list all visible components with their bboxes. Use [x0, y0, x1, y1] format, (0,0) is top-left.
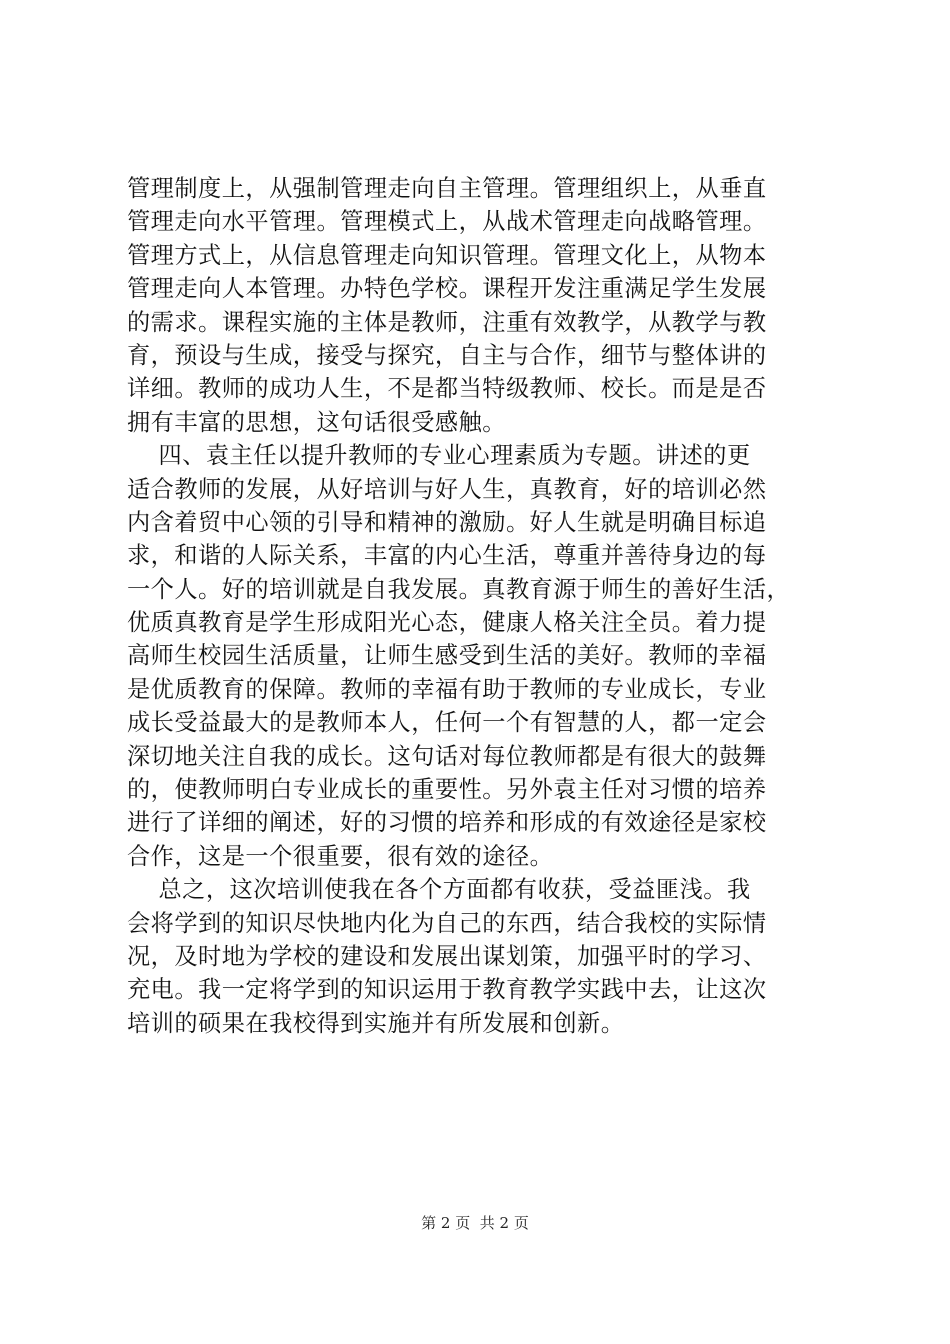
text-line: 培训的硕果在我校得到实施并有所发展和创新。: [127, 1009, 625, 1037]
text-line: 的，使教师明白专业成长的重要性。另外袁主任对习惯的培养: [127, 776, 767, 804]
text-line: 会将学到的知识尽快地内化为自己的东西，结合我校的实际情: [127, 909, 767, 937]
text-line: 的需求。课程实施的主体是教师，注重有效教学，从教学与教: [127, 308, 767, 336]
text-line: 成长受益最大的是教师本人，任何一个有智慧的人，都一定会: [127, 709, 767, 737]
text-line: 是优质教育的保障。教师的幸福有助于教师的专业成长，专业: [127, 675, 767, 703]
text-line: 管理制度上，从强制管理走向自主管理。管理组织上，从垂直: [127, 175, 767, 202]
paragraph-start-line: 总之，这次培训使我在各个方面都有收获，受益匪浅。我: [127, 876, 751, 904]
text-line: 育，预设与生成，接受与探究，自主与合作，细节与整体讲的: [127, 341, 767, 369]
page-number-footer: 第 2 页 共 2 页: [421, 1214, 529, 1232]
text-line: 深切地关注自我的成长。这句话对每位教师都是有很大的鼓舞: [127, 742, 767, 770]
text-line: 优质真教育是学生形成阳光心态，健康人格关注全员。着力提: [127, 609, 767, 637]
text-line: 高师生校园生活质量，让师生感受到生活的美好。教师的幸福: [127, 642, 767, 670]
document-body: [127, 172, 837, 1040]
text-line: 一个人。好的培训就是自我发展。真教育源于师生的善好生活，: [127, 575, 791, 603]
text-line: 适合教师的发展，从好培训与好人生，真教育，好的培训必然: [127, 475, 767, 503]
text-line: 管理走向水平管理。管理模式上，从战术管理走向战略管理。: [127, 208, 767, 236]
text-line: 详细。教师的成功人生，不是都当特级教师、校长。而是是否: [127, 375, 767, 403]
text-line: 充电。我一定将学到的知识运用于教育教学实践中去，让这次: [127, 976, 767, 1004]
text-line: 内含着贸中心领的引导和精神的激励。好人生就是明确目标追: [127, 508, 767, 536]
text-line: 合作，这是一个很重要，很有效的途径。: [127, 842, 554, 870]
text-line: 管理走向人本管理。办特色学校。课程开发注重满足学生发展: [127, 275, 767, 303]
text-line: 况，及时地为学校的建设和发展出谋划策，加强平时的学习、: [127, 942, 767, 970]
text-line: 管理方式上，从信息管理走向知识管理。管理文化上，从物本: [127, 241, 767, 269]
paragraph-start-line: 四、袁主任以提升教师的专业心理素质为专题。讲述的更: [127, 442, 751, 470]
text-line: 拥有丰富的思想，这句话很受感触。: [127, 408, 506, 436]
text-line: 进行了详细的阐述，好的习惯的培养和形成的有效途径是家校: [127, 809, 767, 837]
text-line: 求，和谐的人际关系，丰富的内心生活，尊重并善待身边的每: [127, 542, 767, 570]
